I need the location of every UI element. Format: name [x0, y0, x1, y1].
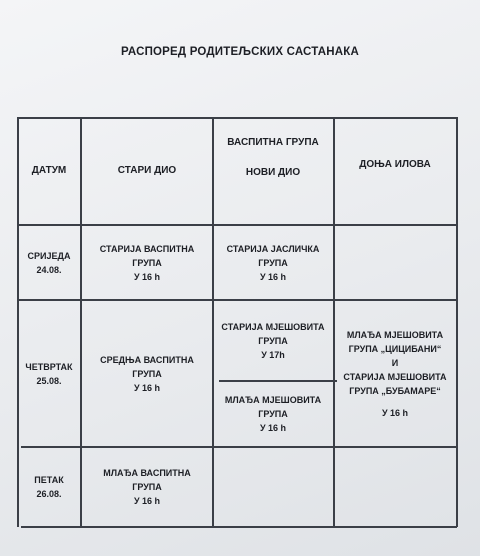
header-stari-dio: СТАРИ ДИО [117, 165, 177, 176]
table-border-right [456, 117, 458, 527]
page-title: РАСПОРЕД РОДИТЕЉСКИХ САСТАНАКА [120, 46, 360, 58]
row2-novi-dio-a: СТАРИЈА МЈЕШОВИТА ГРУПА У 17h [221, 321, 325, 360]
row1-novi-dio: СТАРИЈА ЈАСЛИЧКА ГРУПА У 16 h [226, 243, 320, 282]
header-donja-ilova: ДОЊА ИЛОВА [359, 159, 431, 170]
header-novi-dio: НОВИ ДИО [245, 167, 301, 178]
row1-stari-dio: СТАРИЈА ВАСПИТНА ГРУПА У 16 h [99, 243, 195, 282]
header-datum: ДАТУМ [31, 165, 67, 176]
row2-donja-ilova: МЛАЂА МЈЕШОВИТА ГРУПА „ЦИЦИБАНИ“ И СТАРИЈА МЈЕШОВИТА ГРУПА „БУБАМАРЕ“ У 16 h [343, 329, 447, 418]
row3-stari-dio: МЛАЂА ВАСПИТНА ГРУПА У 16 h [103, 468, 191, 506]
row2-stari-dio: СРЕДЊА ВАСПИТНА ГРУПА У 16 h [100, 354, 194, 393]
row3-date: ПЕТАК 26.08. [34, 475, 64, 499]
row2-date: ЧЕТВРТАК 25.08. [25, 361, 73, 386]
row2-novi-dio-b: МЛАЂА МЈЕШОВИТА ГРУПА У 16 h [224, 395, 322, 433]
header-vaspitna-grupa: ВАСПИТНА ГРУПА [227, 137, 319, 148]
row1-date: СРИЈЕДА 24.08. [27, 250, 71, 275]
